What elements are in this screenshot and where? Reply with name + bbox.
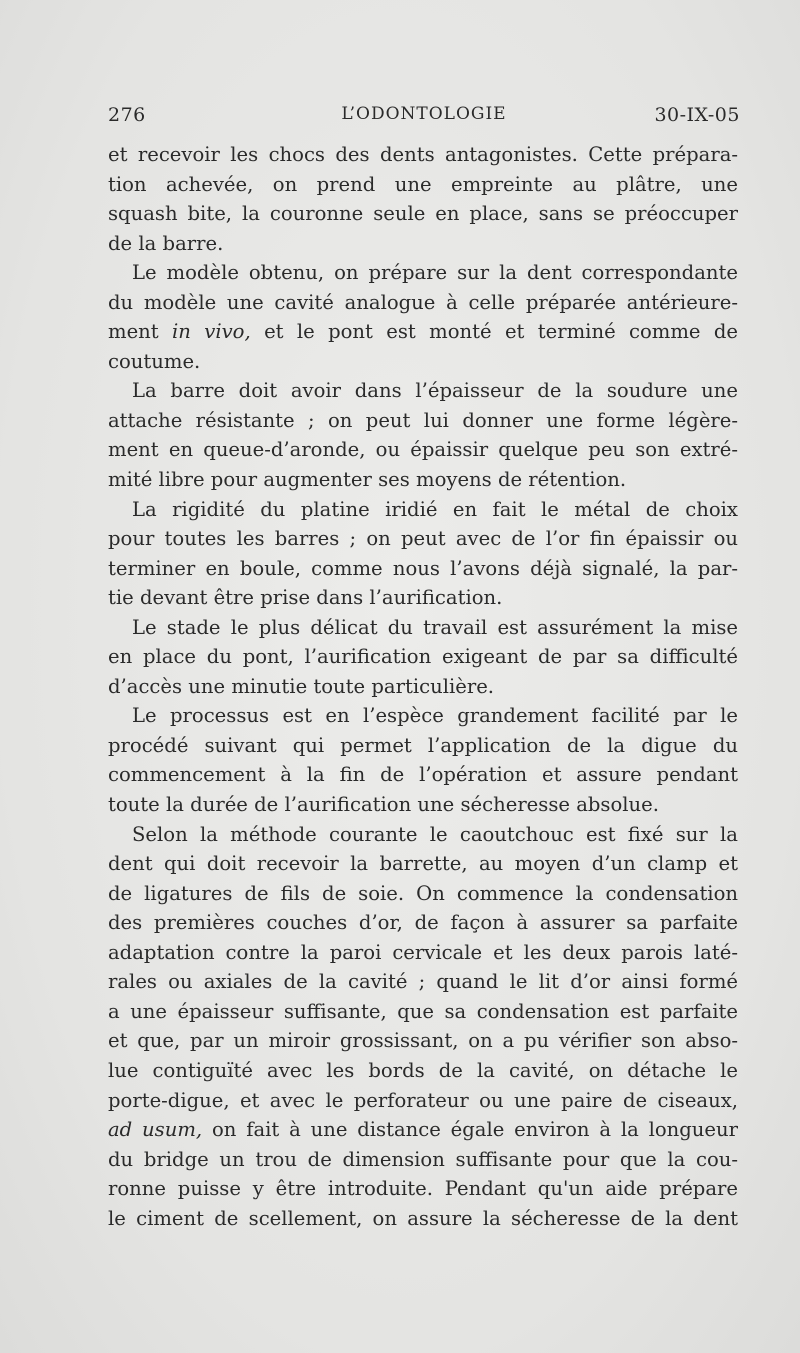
- text-line: [108, 199, 738, 229]
- line-text: adaptation contre la paroi cervicale et les deux parois laté-: [108, 940, 738, 964]
- text-line: [108, 849, 738, 879]
- text-line: [108, 495, 738, 525]
- line-text: de ligatures de fils de soie. On commence la condensation: [108, 881, 738, 905]
- text-line: [108, 406, 738, 436]
- text-line: [108, 524, 738, 554]
- text-line: [108, 879, 738, 909]
- text-line: [108, 1115, 738, 1145]
- text-line: [108, 1174, 738, 1204]
- line-text: La rigidité du platine iridié en fait le métal de choix: [132, 497, 738, 521]
- line-text: La barre doit avoir dans l’épaisseur de la soudure une: [132, 379, 738, 403]
- line-text: du bridge un trou de dimension suffisante pour que la cou-: [108, 1147, 738, 1171]
- text-line: [108, 554, 738, 584]
- text-line: [108, 731, 738, 761]
- text-line: [108, 790, 738, 820]
- text-line: [108, 1145, 738, 1175]
- line-text: et le pont est monté et terminé comme de: [264, 320, 739, 344]
- text-line: [108, 908, 738, 938]
- text-line: [108, 1056, 738, 1086]
- line-text: Le modèle obtenu, on prépare sur la dent correspondante: [132, 261, 738, 285]
- paragraph: [108, 820, 738, 1234]
- issue-date: 30-IX-05: [654, 104, 740, 126]
- line-text: de la barre.: [108, 231, 224, 255]
- line-text: le ciment de scellement, on assure la sécheresse de la dent: [108, 1206, 738, 1230]
- text-line: [108, 613, 738, 643]
- line-text: pour toutes les barres ; on peut avec de l’or fin épaissir ou: [108, 527, 738, 551]
- text-line: [108, 672, 738, 702]
- italic-phrase: in vivo,: [172, 320, 251, 344]
- text-line: [108, 140, 738, 170]
- text-line: [108, 760, 738, 790]
- text-line: [108, 997, 738, 1027]
- line-text: en place du pont, l’aurification exigeant de par sa difficulté: [108, 645, 738, 669]
- text-line: [108, 347, 738, 377]
- page-number: 276: [108, 104, 146, 126]
- line-text: tion achevée, on prend une empreinte au plâtre, une: [108, 172, 738, 196]
- italic-phrase: ad usum,: [108, 1118, 203, 1142]
- line-text: Selon la méthode courante le caoutchouc est fixé sur la: [132, 822, 738, 846]
- text-line: [108, 820, 738, 850]
- text-line: [108, 583, 738, 613]
- text-line: [108, 1204, 738, 1234]
- text-line: [108, 170, 738, 200]
- text-line: [108, 938, 738, 968]
- line-text: toute la durée de l’aurification une sécheresse absolue.: [108, 793, 659, 817]
- line-text: attache résistante ; on peut lui donner une forme légère-: [108, 408, 738, 432]
- body-text: [108, 140, 738, 1233]
- paragraph: [108, 495, 738, 613]
- text-line: [108, 288, 738, 318]
- line-text: terminer en boule, comme nous l’avons déjà signalé, la par-: [108, 556, 738, 580]
- line-text: on fait à une distance égale environ à la longueur: [211, 1118, 739, 1142]
- line-text: coutume.: [108, 349, 201, 373]
- line-text: ronne puisse y être introduite. Pendant qu'un aide prépare: [108, 1177, 738, 1201]
- line-text: lue contiguïté avec les bords de la cavité, on détache le: [108, 1058, 738, 1082]
- text-line: [108, 1086, 738, 1116]
- text-line: [108, 465, 738, 495]
- line-text: d’accès une minutie toute particulière.: [108, 674, 495, 698]
- line-text: et recevoir les chocs des dents antagonistes. Cette prépara-: [108, 143, 738, 166]
- text-line: [108, 258, 738, 288]
- line-text: procédé suivant qui permet l’application de la digue du: [108, 733, 738, 757]
- text-line: [108, 435, 738, 465]
- paragraph: [108, 613, 738, 702]
- line-text: et que, par un miroir grossissant, on a pu vérifier son abso-: [108, 1029, 738, 1053]
- line-text: du modèle une cavité analogue à celle préparée antérieure-: [108, 290, 738, 314]
- line-text: squash bite, la couronne seule en place, sans se préoccuper: [108, 202, 738, 226]
- line-text: porte-digue, et avec le perforateur ou une paire de ciseaux,: [108, 1088, 738, 1112]
- line-text: commencement à la fin de l’opération et assure pendant: [108, 763, 738, 787]
- line-text: tie devant être prise dans l’aurification.: [108, 586, 503, 610]
- line-text: dent qui doit recevoir la barrette, au moyen d’un clamp et: [108, 852, 738, 876]
- text-line: [108, 1026, 738, 1056]
- text-line: [108, 317, 738, 347]
- line-text: rales ou axiales de la cavité ; quand le lit d’or ainsi formé: [108, 970, 738, 994]
- line-text: Le stade le plus délicat du travail est assurément la mise: [132, 615, 738, 639]
- text-line: [108, 642, 738, 672]
- line-text: ment en queue-d’aronde, ou épaissir quelque peu son extré-: [108, 438, 738, 462]
- running-header: [108, 104, 740, 132]
- line-text: Le processus est en l’espèce grandement facilité par le: [132, 704, 738, 728]
- paragraph: [108, 701, 738, 819]
- paragraph: [108, 376, 738, 494]
- paragraph: [108, 258, 738, 376]
- line-text: mité libre pour augmenter ses moyens de rétention.: [108, 468, 627, 492]
- line-text: des premières couches d’or, de façon à assurer sa parfaite: [108, 911, 738, 935]
- text-line: [108, 376, 738, 406]
- paragraph: [108, 140, 738, 258]
- text-line: [108, 229, 738, 259]
- journal-title: L’ODONTOLOGIE: [341, 104, 507, 124]
- text-line: [108, 967, 738, 997]
- text-line: [108, 701, 738, 731]
- line-text: ment: [108, 320, 159, 344]
- line-text: a une épaisseur suffisante, que sa condensation est parfaite: [108, 999, 738, 1023]
